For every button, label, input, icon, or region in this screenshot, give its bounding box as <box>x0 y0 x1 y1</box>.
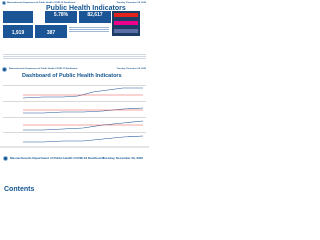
notes-block <box>69 27 109 33</box>
metric-value: 387 <box>46 30 56 36</box>
page-separator <box>0 146 149 148</box>
notes-line <box>69 27 109 28</box>
legend-swatch-pink <box>114 21 138 25</box>
trend-chart <box>3 102 146 117</box>
trend-chart <box>3 86 146 101</box>
trend-chart <box>3 118 146 133</box>
header-date: Tuesday, December 29, 2020 <box>102 156 143 160</box>
indicator-panel-1 <box>3 85 146 100</box>
state-seal-icon <box>2 1 6 5</box>
header-date: Tuesday, December 29, 2020 <box>116 67 146 70</box>
header-org: Massachusetts Department of Public Health COVID-19 Dashboard <box>9 67 78 70</box>
trend-line <box>23 136 143 142</box>
header-date: Tuesday, December 29, 2020 <box>116 1 146 4</box>
legend-swatch-blue <box>114 29 138 33</box>
metric-tile-1 <box>3 11 33 23</box>
trend-line <box>23 121 143 130</box>
legend-panel <box>112 11 140 36</box>
footnote-line <box>3 58 146 59</box>
notes-line <box>69 29 109 30</box>
metric-value: 82,617 <box>87 12 103 18</box>
dashboard-page-2 <box>0 66 149 144</box>
metric-tile-5 <box>35 25 67 38</box>
state-seal-icon <box>3 156 8 161</box>
indicator-panel-2 <box>3 101 146 116</box>
page-title: Public Health Indicators <box>46 4 126 12</box>
header-org: Massachusetts Department of Public Health COVID-19 Dashboard <box>10 156 104 160</box>
dashboard-page-1 <box>0 0 149 62</box>
contents-heading: Contents <box>4 186 35 193</box>
dashboard-page-3 <box>0 146 149 198</box>
metric-tile-3 <box>79 11 111 23</box>
trend-chart <box>3 133 146 144</box>
footnote-line <box>3 56 146 57</box>
metric-value: 1,919 <box>11 30 25 36</box>
legend-swatch-red <box>114 13 138 17</box>
notes-line <box>69 31 109 32</box>
page-title: Dashboard of Public Health Indicators <box>22 73 122 79</box>
indicator-panel-4 <box>3 132 146 143</box>
trend-line <box>23 108 143 113</box>
metric-tile-4 <box>3 25 33 38</box>
state-seal-icon <box>2 67 7 72</box>
indicator-panel-3 <box>3 117 146 132</box>
footnote-line <box>3 54 146 55</box>
header-org: Massachusetts Department of Public Health COVID-19 Dashboard <box>7 1 76 4</box>
trend-line <box>23 88 143 98</box>
metric-label <box>3 11 33 12</box>
footnotes <box>3 54 146 60</box>
metric-tile-2 <box>45 11 77 23</box>
metric-value: 5.78% <box>53 12 69 18</box>
